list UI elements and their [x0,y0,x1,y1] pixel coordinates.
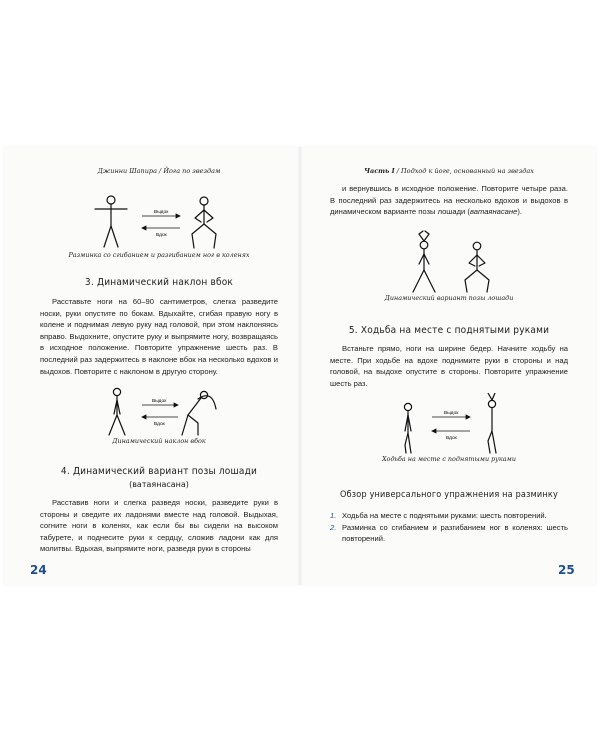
section-3-paragraph: Расставьте ноги на 60–90 сантиметров, слегка разведите носки, руки опустите по бокам. Вдыхайте, сгибая правую ногу в колене и поднимая левую руку над головой, при этом наклоняясь вправо. Выдохните, опустите руку и выпрямите ногу, возвращаясь в исходное положение. Повторите упражнение шесть раз. В последний раз задержитесь в наклоне вбок на несколько вдохов и выдохов. Повторите с наклоном в другую сторону. [40,297,278,376]
figure-knee-bend [40,192,278,259]
running-head-part: Часть I [364,167,395,175]
section-5-heading: 5. Ходьба на месте с поднятыми руками [348,325,550,336]
summary-list [330,510,568,545]
summary-heading: Обзор универсального упражнения на разминку [340,490,558,500]
book-gutter [297,147,303,585]
knee-bend-illustration [84,192,234,252]
section-4-paragraph: Расставив ноги и слегка разведя носки, разведите руки в стороны и сведите их ладонями вместе над головой. Выдыхая, согните ноги в коленях, как если бы вы сидели на высоком табурете, и поднесите руки к сердцу, сложив ладони как для молитвы. Вдыхая, выпрямите ноги, разведя руки в стороны [40,498,278,554]
figure-horse-pose [330,230,568,302]
running-head-book: Йога по звездам [163,167,221,175]
exhale-label: Выдох [154,210,169,215]
right-running-head: Часть I / Подход к йоге, основанный на звездах [364,167,534,175]
section-5-paragraph: Встаньте прямо, ноги на ширине бедер. Начните ходьбу на месте. При ходьбе на вдохе поднимите руки в стороны и над головой, на выдохе опустите в стороны. Повторите упражнение шесть раз. [330,344,568,388]
figure-side-bend [40,387,278,445]
continuation-paragraph: и вернувшись в исходное положение. Повторите четыре раза. В последний раз задержитесь на несколько вдохов и выдохов в динамическом варианте позы лошади (ватаянасане). [330,184,568,217]
running-head-author: Джинни Шапира [97,167,157,175]
term-vatayanasana: ватаянасане [469,207,518,217]
section-3-heading: 3. Динамический наклон вбок [84,277,234,288]
inhale-label: Вдох [156,233,167,238]
exhale-label: Выдох [152,399,167,404]
section-4-subheading: (ватаянасана) [129,480,189,489]
figure-caption: Динамический наклон вбок [112,437,206,445]
left-running-head: Джинни Шапира / Йога по звездам [97,167,221,175]
page-number-left: 24 [30,563,47,577]
inhale-label: Вдох [446,436,457,441]
page-number-right: 25 [558,563,575,577]
inhale-label: Вдох [154,422,165,427]
list-item: 1. Ходьба на месте с поднятыми руками: шесть повторений. [330,511,547,520]
horse-pose-illustration [399,230,499,294]
section-4-heading: 4. Динамический вариант позы лошади [60,466,258,477]
side-bend-illustration [84,387,234,437]
walking-illustration [374,393,524,455]
running-head-title: Подход к йоге, основанный на звездах [401,167,534,175]
figure-caption: Динамический вариант позы лошади [384,294,514,302]
figure-caption: Ходьба на месте с поднятыми руками [382,455,516,463]
exhale-label: Выдох [444,411,459,416]
list-item: 2. Разминка со сгибанием и разгибанием ног в коленях: шесть повторений. [330,522,568,544]
figure-caption: Разминка со сгибанием и разгибанием ног в коленях [68,251,250,259]
figure-walking [330,393,568,463]
